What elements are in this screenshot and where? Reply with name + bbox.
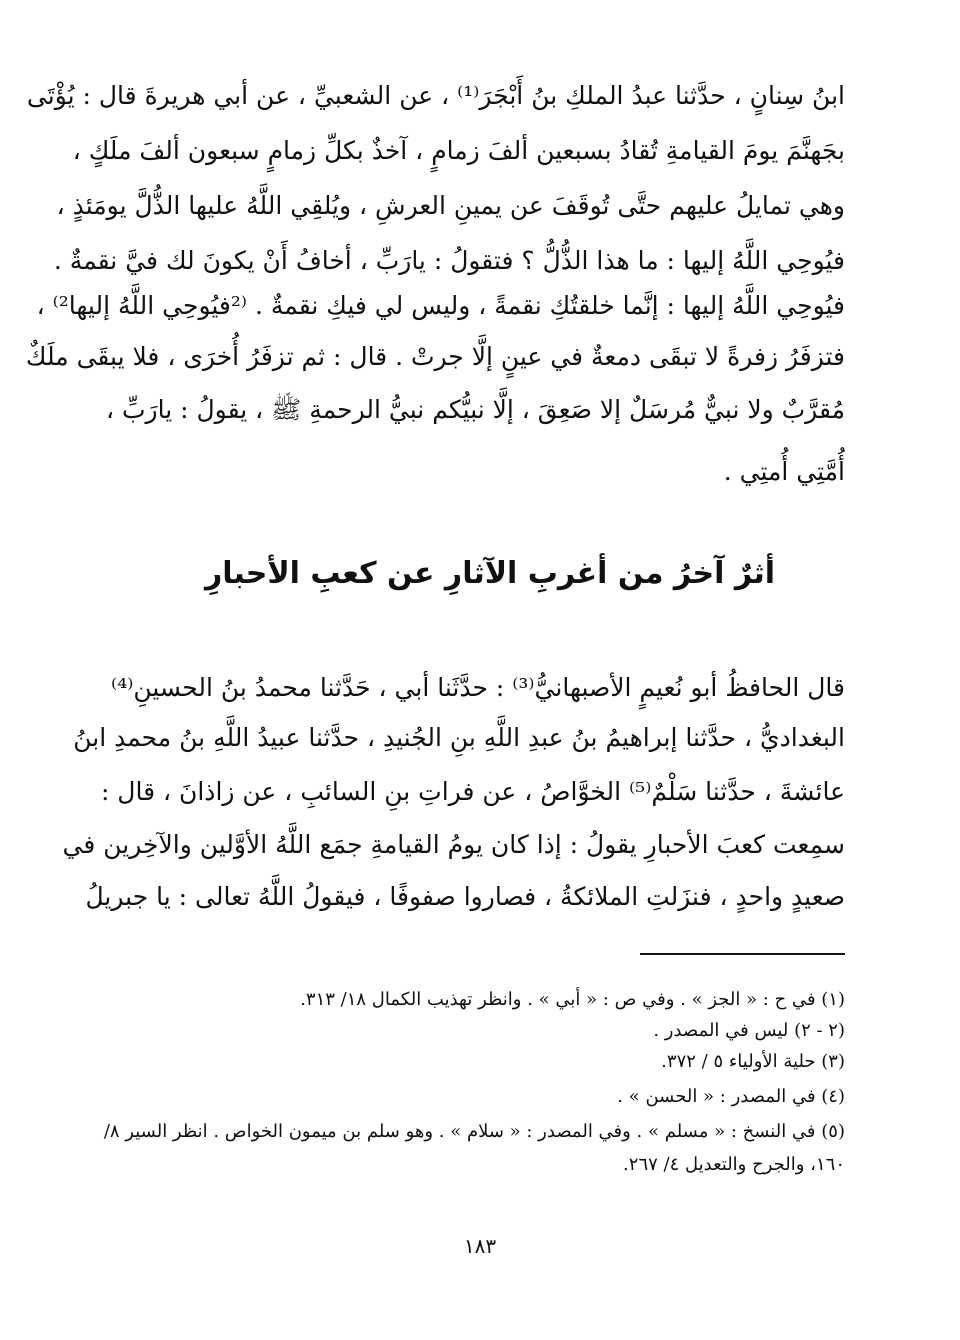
footnote-divider: [640, 953, 845, 955]
text-line: صعيدٍ واحدٍ ، فنزَلتِ الملائكةُ ، فصاروا صفوفًا ، فيقولُ اللَّهُ تعالى : يا جبريلُ: [85, 882, 845, 911]
section-heading: أثرٌ آخرُ من أغربِ الآثارِ عن كعبِ الأحبارِ: [204, 556, 776, 591]
text-line: فيُوحِي اللَّهُ إليها : ما هذا الذُّلُّ ؟ فتقولُ : يارَبِّ ، أخافُ أَنْ يكونَ لك فيَّ نقمةٌ .: [53, 246, 845, 275]
page-number: ١٨٣: [463, 1234, 497, 1258]
text-line: البغداديُّ ، حدَّثنا إبراهيمُ بنُ عبدِ اللَّهِ بنِ الجُنيدِ ، حدَّثنا عبيدُ اللَّهِ بنُ محمدِ ابنُ: [73, 723, 845, 752]
footnote: (٣) حلية الأولياء ٥ / ٣٧٢.: [661, 1051, 845, 1072]
footnote: (٤) في المصدر : « الحسن » .: [617, 1086, 845, 1107]
footnote: (٢ - ٢) ليس في المصدر .: [653, 1020, 845, 1041]
text-line: أُمَّتِي أُمتِي .: [723, 457, 845, 486]
text-line: ابنُ سِنانٍ ، حدَّثنا عبدُ الملكِ بنُ أَبْجَرَ⁽¹⁾ ، عن الشعبيِّ ، عن أبي هريرةَ قال : يُؤْتَى: [26, 81, 845, 110]
text-line: بجَهنَّمَ يومَ القيامةِ تُقادُ بسبعين ألفَ زمامٍ ، آخذٌ بكلِّ زمامٍ سبعون ألفَ ملَكٍ ،: [72, 136, 845, 165]
footnote: (١) في ح : « الجز » . وفي ص : « أبي » . وانظر تهذيب الكمال ١٨/ ٣١٣.: [300, 989, 845, 1010]
text-line: وهي تمايلُ عليهم حتَّى تُوقَفَ عن يمينِ العرشِ ، ويُلقِي اللَّهُ عليها الذُّلَّ يومَئذٍ ،: [56, 191, 845, 220]
text-line: عائشةَ ، حدَّثنا سَلْمٌ⁽⁵⁾ الخوَّاصُ ، عن فراتِ بنِ السائبِ ، عن زاذانَ ، قال :: [100, 777, 845, 806]
text-line: مُقرَّبٌ ولا نبيٌّ مُرسَلٌ إلا صَعِقَ ، إلَّا نبيُّكم نبيُّ الرحمةِ ﷺ ، يقولُ : يارَبِّ ،: [106, 395, 845, 424]
text-line: قال الحافظُ أبو نُعيمٍ الأصبهانيُّ⁽³⁾ : حدَّثَنا أبي ، حَدَّثنا محمدُ بنُ الحسينِ⁽⁴⁾: [111, 673, 845, 702]
text-line: فتزفَرُ زفرةً لا تبقَى دمعةٌ في عينٍ إلَّا جرتْ . قال : ثم تزفَرُ أُخرَى ، فلا يبقَى ملَكٌ: [25, 342, 845, 371]
text-line: سمِعت كعبَ الأحبارِ يقولُ : إذا كان يومُ القيامةِ جمَع اللَّهُ الأوَّلين والآخِرين في: [62, 830, 845, 859]
footnote: ١٦٠، والجرح والتعديل ٤/ ٢٦٧.: [623, 1154, 845, 1175]
footnote: (٥) في النسخ : « مسلم » . وفي المصدر : « سلام » . وهو سلم بن ميمون الخواص . انظر السير ٨/: [103, 1121, 845, 1142]
text-line: فيُوحِي اللَّهُ إليها : إنَّما خلقتُكِ نقمةً ، وليس لي فيكِ نقمةٌ . ⁽²فيُوحِي اللَّهُ إليها²⁾ ،: [36, 291, 845, 320]
